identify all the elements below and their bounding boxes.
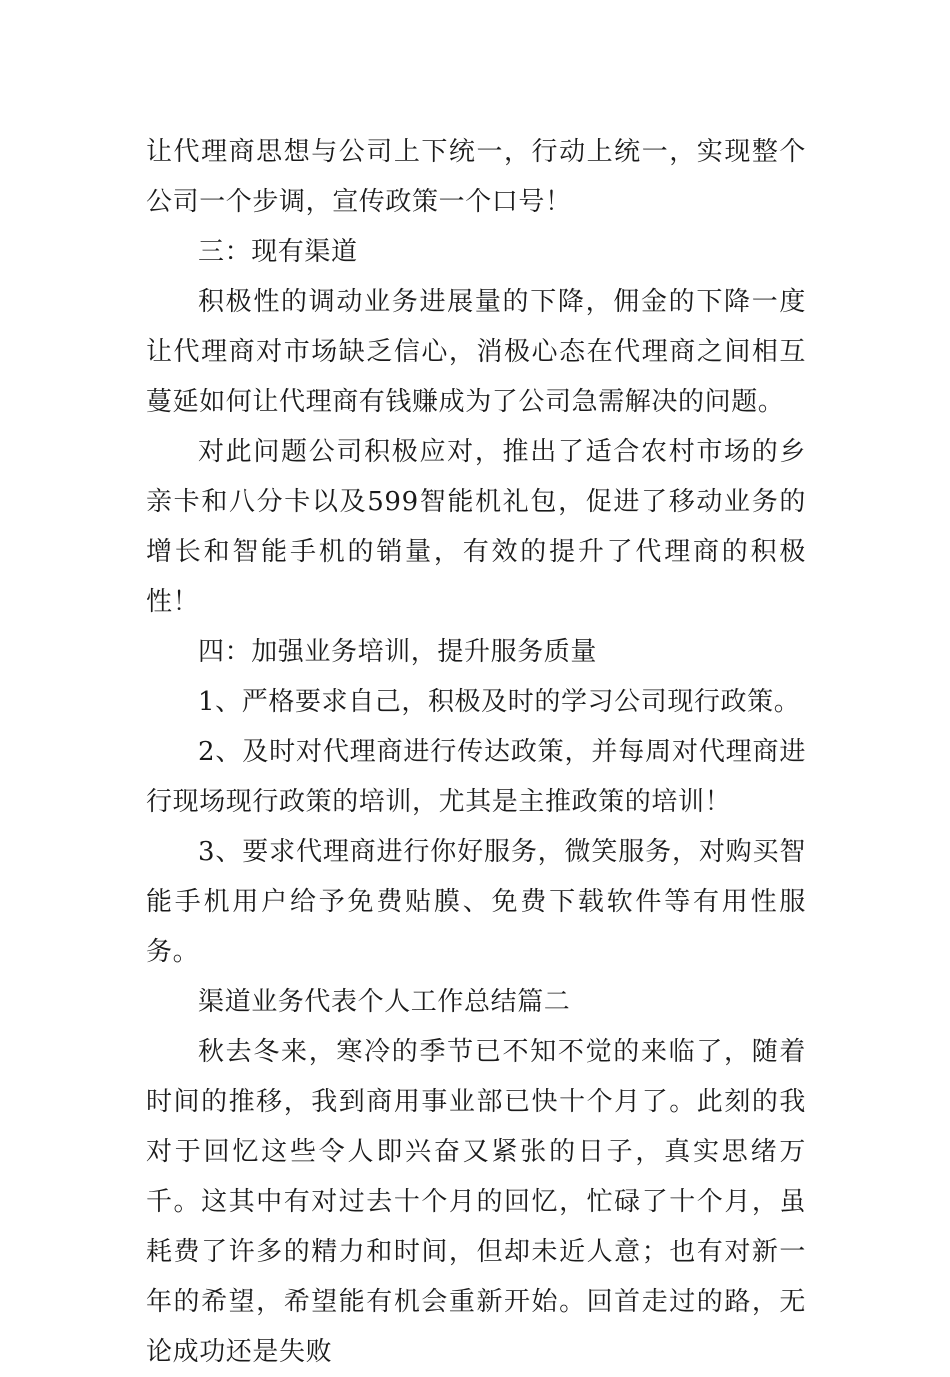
heading-training: 四：加强业务培训，提升服务质量: [198, 637, 598, 667]
list-item-3: 3、要求代理商进行你好服务，微笑服务，对购买智能手机用户给予免费贴膜、免费下载软件等有用性服务。: [146, 837, 806, 967]
paragraph-intro-continuation: 让代理商思想与公司上下统一，行动上统一，实现整个公司一个步调，宣传政策一个口号！: [146, 137, 806, 217]
list-item-2: 2、及时对代理商进行传达政策，并每周对代理商进行现场现行政策的培训，尤其是主推政策的培训！: [146, 737, 806, 817]
document-body: [146, 127, 806, 1377]
paragraph-autumn-reflection: 秋去冬来，寒冷的季节已不知不觉的来临了，随着时间的推移，我到商用事业部已快十个月了。此刻的我对于回忆这些令人即兴奋又紧张的日子，真实思绪万千。这其中有对过去十个月的回忆，忙碌了十个月，虽耗费了许多的精力和时间，但却未近人意；也有对新一年的希望，希望能有机会重新开始。回首走过的路，无论成功还是失败: [146, 1037, 806, 1367]
list-item-1: 1、严格要求自己，积极及时的学习公司现行政策。: [198, 687, 801, 717]
paragraph-channel-problem: 积极性的调动业务进展量的下降，佣金的下降一度让代理商对市场缺乏信心，消极心态在代理商之间相互蔓延如何让代理商有钱赚成为了公司急需解决的问题。: [146, 287, 806, 417]
section-title-part-two: 渠道业务代表个人工作总结篇二: [198, 987, 571, 1017]
heading-existing-channels: 三：现有渠道: [198, 237, 358, 267]
paragraph-company-response: 对此问题公司积极应对，推出了适合农村市场的乡亲卡和八分卡以及599智能机礼包，促进了移动业务的增长和智能手机的销量，有效的提升了代理商的积极性！: [146, 437, 806, 617]
